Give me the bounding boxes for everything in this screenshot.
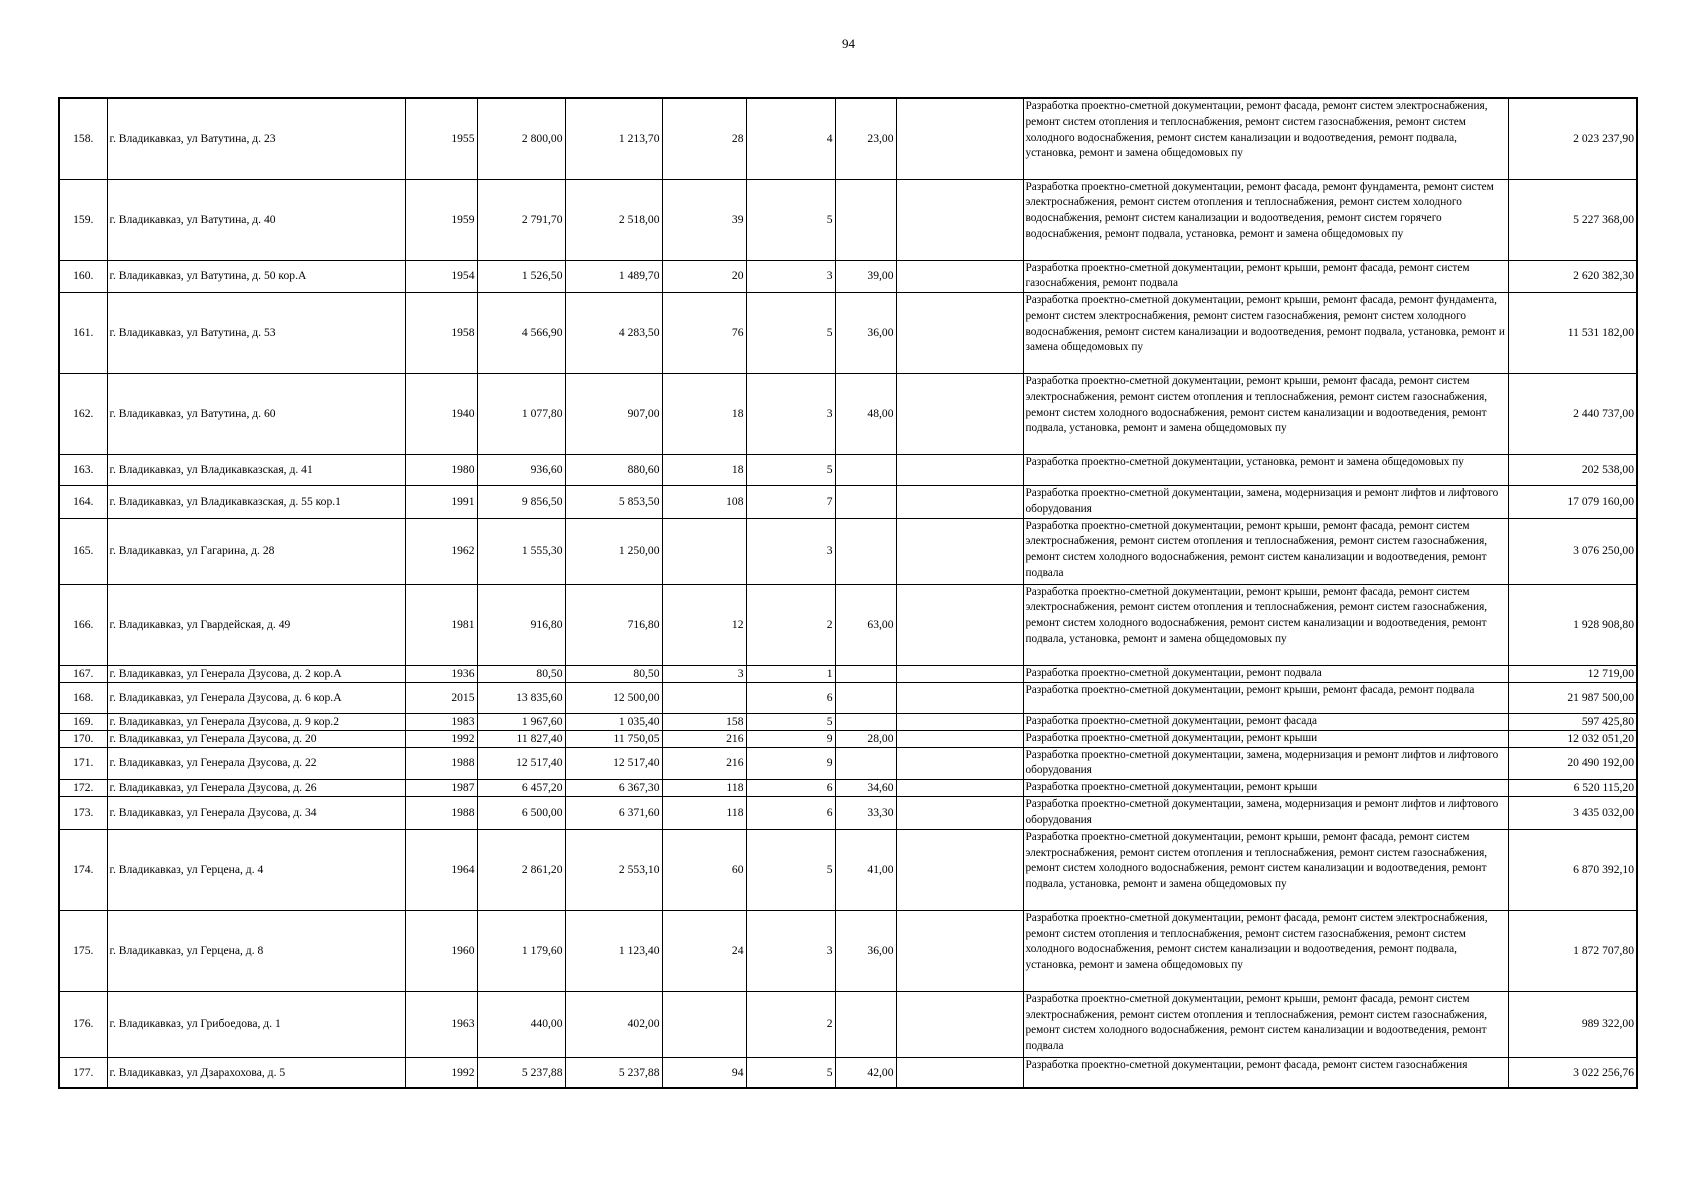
row-number-cell: 159. [59, 179, 107, 260]
work-list-cell: Разработка проектно-сметной документации, ремонт крыши [1023, 780, 1508, 797]
address-cell: г. Владикавказ, ул Гвардейская, д. 49 [107, 584, 405, 665]
row-number-cell: 158. [59, 98, 107, 179]
address-cell: г. Владикавказ, ул Генерала Дзусова, д. 20 [107, 730, 405, 747]
table-row [59, 991, 1637, 1057]
living-area-cell: 1 123,40 [565, 910, 662, 991]
row-number-cell: 167. [59, 665, 107, 682]
living-area-cell: 6 367,30 [565, 780, 662, 797]
address-cell: г. Владикавказ, ул Герцена, д. 8 [107, 910, 405, 991]
floors-cell: 3 [746, 260, 835, 293]
total-area-cell: 9 856,50 [477, 486, 565, 519]
row-number-cell: 176. [59, 991, 107, 1057]
residents-cell: 28 [662, 98, 746, 179]
empty-cell-cell [896, 991, 1023, 1057]
empty-cell-cell [896, 682, 1023, 713]
address-cell: г. Владикавказ, ул Ватутина, д. 40 [107, 179, 405, 260]
residents-cell: 18 [662, 455, 746, 486]
empty-cell-cell [896, 293, 1023, 374]
floors-cell: 3 [746, 374, 835, 455]
address-cell: г. Владикавказ, ул Генерала Дзусова, д. 9 кор.2 [107, 713, 405, 730]
cost-cell: 3 076 250,00 [1508, 518, 1637, 584]
wear-percent-cell [835, 682, 896, 713]
build-year-cell: 1955 [405, 98, 477, 179]
residents-cell: 3 [662, 665, 746, 682]
work-list-cell: Разработка проектно-сметной документации, ремонт крыши [1023, 730, 1508, 747]
work-list-cell: Разработка проектно-сметной документации, замена, модернизация и ремонт лифтов и лифтового оборудования [1023, 486, 1508, 519]
living-area-cell: 716,80 [565, 584, 662, 665]
cost-cell: 6 520 115,20 [1508, 780, 1637, 797]
floors-cell: 4 [746, 98, 835, 179]
build-year-cell: 1962 [405, 518, 477, 584]
build-year-cell: 1940 [405, 374, 477, 455]
row-number-cell: 160. [59, 260, 107, 293]
work-list-cell: Разработка проектно-сметной документации, ремонт крыши, ремонт фасада, ремонт систем газоснабжения, ремонт подвала [1023, 260, 1508, 293]
work-list-cell: Разработка проектно-сметной документации, ремонт крыши, ремонт фасада, ремонт систем электроснабжения, ремонт систем отопления и теплоснабжения, ремонт систем газоснабжения, ремонт систем холодного водоснабжения, ремонт систем канализации и водоотведения, ремонт подвала, установка, ремонт и замена общедомовых пу [1023, 584, 1508, 665]
floors-cell: 5 [746, 713, 835, 730]
total-area-cell: 2 800,00 [477, 98, 565, 179]
wear-percent-cell [835, 179, 896, 260]
address-cell: г. Владикавказ, ул Дзарахохова, д. 5 [107, 1057, 405, 1088]
wear-percent-cell [835, 518, 896, 584]
living-area-cell: 1 213,70 [565, 98, 662, 179]
page-number: 94 [842, 36, 855, 51]
empty-cell-cell [896, 713, 1023, 730]
living-area-cell: 1 489,70 [565, 260, 662, 293]
floors-cell: 5 [746, 293, 835, 374]
living-area-cell: 11 750,05 [565, 730, 662, 747]
living-area-cell: 2 553,10 [565, 829, 662, 910]
build-year-cell: 1936 [405, 665, 477, 682]
address-cell: г. Владикавказ, ул Генерала Дзусова, д. 34 [107, 797, 405, 830]
table-row [59, 293, 1637, 374]
floors-cell: 5 [746, 829, 835, 910]
cost-cell: 17 079 160,00 [1508, 486, 1637, 519]
work-list-cell: Разработка проектно-сметной документации, ремонт крыши, ремонт фасада, ремонт систем электроснабжения, ремонт систем отопления и теплоснабжения, ремонт систем газоснабжения, ремонт систем холодного водоснабжения, ремонт систем канализации и водоотведения, ремонт подвала, установка, ремонт и замена общедомовых пу [1023, 829, 1508, 910]
row-number-cell: 170. [59, 730, 107, 747]
residents-cell: 118 [662, 780, 746, 797]
living-area-cell: 5 237,88 [565, 1057, 662, 1088]
cost-cell: 597 425,80 [1508, 713, 1637, 730]
empty-cell-cell [896, 910, 1023, 991]
wear-percent-cell [835, 991, 896, 1057]
address-cell: г. Владикавказ, ул Ватутина, д. 60 [107, 374, 405, 455]
table-row [59, 1057, 1637, 1088]
empty-cell-cell [896, 747, 1023, 780]
wear-percent-cell: 48,00 [835, 374, 896, 455]
row-number-cell: 163. [59, 455, 107, 486]
total-area-cell: 1 967,60 [477, 713, 565, 730]
total-area-cell: 12 517,40 [477, 747, 565, 780]
residents-cell: 158 [662, 713, 746, 730]
address-cell: г. Владикавказ, ул Герцена, д. 4 [107, 829, 405, 910]
living-area-cell: 880,60 [565, 455, 662, 486]
build-year-cell: 1991 [405, 486, 477, 519]
table-body [59, 98, 1637, 1088]
wear-percent-cell: 34,60 [835, 780, 896, 797]
table-row [59, 665, 1637, 682]
living-area-cell: 402,00 [565, 991, 662, 1057]
floors-cell: 9 [746, 747, 835, 780]
wear-percent-cell [835, 665, 896, 682]
table-row [59, 486, 1637, 519]
work-list-cell: Разработка проектно-сметной документации, замена, модернизация и ремонт лифтов и лифтового оборудования [1023, 747, 1508, 780]
cost-cell: 2 023 237,90 [1508, 98, 1637, 179]
work-list-cell: Разработка проектно-сметной документации, замена, модернизация и ремонт лифтов и лифтового оборудования [1023, 797, 1508, 830]
living-area-cell: 12 500,00 [565, 682, 662, 713]
work-list-cell: Разработка проектно-сметной документации, ремонт фасада, ремонт фундамента, ремонт систем электроснабжения, ремонт систем отопления и теплоснабжения, ремонт систем холодного водоснабжения, ремонт систем канализации и водоотведения, ремонт систем горячего водоснабжения, ремонт подвала, установка, ремонт и замена общедомовых пу [1023, 179, 1508, 260]
address-cell: г. Владикавказ, ул Ватутина, д. 50 кор.А [107, 260, 405, 293]
residents-cell: 108 [662, 486, 746, 519]
floors-cell: 1 [746, 665, 835, 682]
row-number-cell: 169. [59, 713, 107, 730]
wear-percent-cell: 36,00 [835, 910, 896, 991]
empty-cell-cell [896, 584, 1023, 665]
residents-cell [662, 518, 746, 584]
total-area-cell: 13 835,60 [477, 682, 565, 713]
empty-cell-cell [896, 179, 1023, 260]
cost-cell: 3 022 256,76 [1508, 1057, 1637, 1088]
table-row [59, 584, 1637, 665]
wear-percent-cell [835, 486, 896, 519]
residents-cell [662, 682, 746, 713]
floors-cell: 6 [746, 797, 835, 830]
floors-cell: 3 [746, 910, 835, 991]
floors-cell: 2 [746, 991, 835, 1057]
cost-cell: 5 227 368,00 [1508, 179, 1637, 260]
total-area-cell: 5 237,88 [477, 1057, 565, 1088]
cost-cell: 6 870 392,10 [1508, 829, 1637, 910]
work-list-cell: Разработка проектно-сметной документации, установка, ремонт и замена общедомовых пу [1023, 455, 1508, 486]
empty-cell-cell [896, 260, 1023, 293]
work-list-cell: Разработка проектно-сметной документации, ремонт фасада, ремонт систем электроснабжения, ремонт систем отопления и теплоснабжения, ремонт систем газоснабжения, ремонт систем холодного водоснабжения, ремонт систем канализации и водоотведения, ремонт подвала, установка, ремонт и замена общедомовых пу [1023, 98, 1508, 179]
build-year-cell: 1992 [405, 730, 477, 747]
address-cell: г. Владикавказ, ул Генерала Дзусова, д. 2 кор.А [107, 665, 405, 682]
floors-cell: 9 [746, 730, 835, 747]
floors-cell: 5 [746, 1057, 835, 1088]
residents-cell: 76 [662, 293, 746, 374]
floors-cell: 7 [746, 486, 835, 519]
wear-percent-cell: 33,30 [835, 797, 896, 830]
living-area-cell: 5 853,50 [565, 486, 662, 519]
wear-percent-cell: 23,00 [835, 98, 896, 179]
cost-cell: 1 928 908,80 [1508, 584, 1637, 665]
empty-cell-cell [896, 518, 1023, 584]
cost-cell: 202 538,00 [1508, 455, 1637, 486]
table-row [59, 829, 1637, 910]
build-year-cell: 1983 [405, 713, 477, 730]
table-row [59, 797, 1637, 830]
cost-cell: 2 440 737,00 [1508, 374, 1637, 455]
empty-cell-cell [896, 780, 1023, 797]
build-year-cell: 1992 [405, 1057, 477, 1088]
residents-cell: 24 [662, 910, 746, 991]
residents-cell: 94 [662, 1057, 746, 1088]
row-number-cell: 177. [59, 1057, 107, 1088]
total-area-cell: 1 077,80 [477, 374, 565, 455]
empty-cell-cell [896, 98, 1023, 179]
total-area-cell: 6 457,20 [477, 780, 565, 797]
empty-cell-cell [896, 455, 1023, 486]
address-cell: г. Владикавказ, ул Генерала Дзусова, д. 6 кор.А [107, 682, 405, 713]
empty-cell-cell [896, 1057, 1023, 1088]
wear-percent-cell: 39,00 [835, 260, 896, 293]
total-area-cell: 916,80 [477, 584, 565, 665]
total-area-cell: 6 500,00 [477, 797, 565, 830]
total-area-cell: 4 566,90 [477, 293, 565, 374]
row-number-cell: 175. [59, 910, 107, 991]
row-number-cell: 171. [59, 747, 107, 780]
residents-cell: 18 [662, 374, 746, 455]
residents-cell: 39 [662, 179, 746, 260]
wear-percent-cell: 42,00 [835, 1057, 896, 1088]
empty-cell-cell [896, 486, 1023, 519]
address-cell: г. Владикавказ, ул Грибоедова, д. 1 [107, 991, 405, 1057]
empty-cell-cell [896, 829, 1023, 910]
wear-percent-cell [835, 713, 896, 730]
total-area-cell: 80,50 [477, 665, 565, 682]
cost-cell: 20 490 192,00 [1508, 747, 1637, 780]
address-cell: г. Владикавказ, ул Генерала Дзусова, д. 22 [107, 747, 405, 780]
total-area-cell: 1 179,60 [477, 910, 565, 991]
residents-cell: 118 [662, 797, 746, 830]
empty-cell-cell [896, 374, 1023, 455]
build-year-cell: 1963 [405, 991, 477, 1057]
floors-cell: 6 [746, 780, 835, 797]
residents-cell: 216 [662, 730, 746, 747]
residents-cell: 216 [662, 747, 746, 780]
cost-cell: 1 872 707,80 [1508, 910, 1637, 991]
floors-cell: 3 [746, 518, 835, 584]
build-year-cell: 2015 [405, 682, 477, 713]
floors-cell: 2 [746, 584, 835, 665]
row-number-cell: 172. [59, 780, 107, 797]
total-area-cell: 440,00 [477, 991, 565, 1057]
row-number-cell: 168. [59, 682, 107, 713]
build-year-cell: 1980 [405, 455, 477, 486]
work-list-cell: Разработка проектно-сметной документации, ремонт фасада [1023, 713, 1508, 730]
living-area-cell: 2 518,00 [565, 179, 662, 260]
living-area-cell: 1 250,00 [565, 518, 662, 584]
build-year-cell: 1987 [405, 780, 477, 797]
build-year-cell: 1960 [405, 910, 477, 991]
row-number-cell: 164. [59, 486, 107, 519]
work-list-cell: Разработка проектно-сметной документации, ремонт крыши, ремонт фасада, ремонт подвала [1023, 682, 1508, 713]
cost-cell: 21 987 500,00 [1508, 682, 1637, 713]
empty-cell-cell [896, 665, 1023, 682]
build-year-cell: 1958 [405, 293, 477, 374]
build-year-cell: 1964 [405, 829, 477, 910]
build-year-cell: 1959 [405, 179, 477, 260]
cost-cell: 12 032 051,20 [1508, 730, 1637, 747]
wear-percent-cell: 63,00 [835, 584, 896, 665]
table-row [59, 374, 1637, 455]
table-row [59, 179, 1637, 260]
capital-repair-table [58, 97, 1638, 1089]
table-row [59, 713, 1637, 730]
table-row [59, 98, 1637, 179]
living-area-cell: 12 517,40 [565, 747, 662, 780]
living-area-cell: 1 035,40 [565, 713, 662, 730]
row-number-cell: 174. [59, 829, 107, 910]
table-row [59, 747, 1637, 780]
cost-cell: 989 322,00 [1508, 991, 1637, 1057]
table-row [59, 780, 1637, 797]
build-year-cell: 1954 [405, 260, 477, 293]
row-number-cell: 162. [59, 374, 107, 455]
total-area-cell: 2 861,20 [477, 829, 565, 910]
floors-cell: 5 [746, 179, 835, 260]
build-year-cell: 1981 [405, 584, 477, 665]
wear-percent-cell: 28,00 [835, 730, 896, 747]
row-number-cell: 166. [59, 584, 107, 665]
wear-percent-cell: 36,00 [835, 293, 896, 374]
living-area-cell: 80,50 [565, 665, 662, 682]
work-list-cell: Разработка проектно-сметной документации, ремонт крыши, ремонт фасада, ремонт фундамента, ремонт систем электроснабжения, ремонт систем газоснабжения, ремонт систем холодного водоснабжения, ремонт систем канализации и водоотведения, ремонт подвала, установка, ремонт и замена общедомовых пу [1023, 293, 1508, 374]
empty-cell-cell [896, 797, 1023, 830]
address-cell: г. Владикавказ, ул Владикавказская, д. 41 [107, 455, 405, 486]
total-area-cell: 1 526,50 [477, 260, 565, 293]
build-year-cell: 1988 [405, 797, 477, 830]
table-row [59, 910, 1637, 991]
cost-cell: 12 719,00 [1508, 665, 1637, 682]
residents-cell: 60 [662, 829, 746, 910]
cost-cell: 3 435 032,00 [1508, 797, 1637, 830]
row-number-cell: 165. [59, 518, 107, 584]
living-area-cell: 907,00 [565, 374, 662, 455]
wear-percent-cell [835, 747, 896, 780]
address-cell: г. Владикавказ, ул Ватутина, д. 23 [107, 98, 405, 179]
empty-cell-cell [896, 730, 1023, 747]
floors-cell: 6 [746, 682, 835, 713]
work-list-cell: Разработка проектно-сметной документации, ремонт фасада, ремонт систем электроснабжения, ремонт систем отопления и теплоснабжения, ремонт систем газоснабжения, ремонт систем холодного водоснабжения, ремонт систем канализации и водоотведения, ремонт подвала, установка, ремонт и замена общедомовых пу [1023, 910, 1508, 991]
work-list-cell: Разработка проектно-сметной документации, ремонт крыши, ремонт фасада, ремонт систем электроснабжения, ремонт систем отопления и теплоснабжения, ремонт систем газоснабжения, ремонт систем холодного водоснабжения, ремонт систем канализации и водоотведения, ремонт подвала [1023, 991, 1508, 1057]
cost-cell: 11 531 182,00 [1508, 293, 1637, 374]
total-area-cell: 1 555,30 [477, 518, 565, 584]
row-number-cell: 173. [59, 797, 107, 830]
living-area-cell: 6 371,60 [565, 797, 662, 830]
residents-cell [662, 991, 746, 1057]
residents-cell: 12 [662, 584, 746, 665]
work-list-cell: Разработка проектно-сметной документации, ремонт крыши, ремонт фасада, ремонт систем электроснабжения, ремонт систем отопления и теплоснабжения, ремонт систем газоснабжения, ремонт систем холодного водоснабжения, ремонт систем канализации и водоотведения, ремонт подвала [1023, 518, 1508, 584]
living-area-cell: 4 283,50 [565, 293, 662, 374]
table-row [59, 260, 1637, 293]
table-row [59, 730, 1637, 747]
total-area-cell: 2 791,70 [477, 179, 565, 260]
wear-percent-cell [835, 455, 896, 486]
row-number-cell: 161. [59, 293, 107, 374]
table-row [59, 518, 1637, 584]
work-list-cell: Разработка проектно-сметной документации, ремонт крыши, ремонт фасада, ремонт систем электроснабжения, ремонт систем отопления и теплоснабжения, ремонт систем газоснабжения, ремонт систем холодного водоснабжения, ремонт систем канализации и водоотведения, ремонт подвала, установка, ремонт и замена общедомовых пу [1023, 374, 1508, 455]
cost-cell: 2 620 382,30 [1508, 260, 1637, 293]
residents-cell: 20 [662, 260, 746, 293]
address-cell: г. Владикавказ, ул Владикавказская, д. 55 кор.1 [107, 486, 405, 519]
build-year-cell: 1988 [405, 747, 477, 780]
address-cell: г. Владикавказ, ул Ватутина, д. 53 [107, 293, 405, 374]
address-cell: г. Владикавказ, ул Генерала Дзусова, д. 26 [107, 780, 405, 797]
total-area-cell: 936,60 [477, 455, 565, 486]
work-list-cell: Разработка проектно-сметной документации, ремонт фасада, ремонт систем газоснабжения [1023, 1057, 1508, 1088]
address-cell: г. Владикавказ, ул Гагарина, д. 28 [107, 518, 405, 584]
total-area-cell: 11 827,40 [477, 730, 565, 747]
floors-cell: 5 [746, 455, 835, 486]
wear-percent-cell: 41,00 [835, 829, 896, 910]
work-list-cell: Разработка проектно-сметной документации, ремонт подвала [1023, 665, 1508, 682]
table-row [59, 682, 1637, 713]
table-row [59, 455, 1637, 486]
